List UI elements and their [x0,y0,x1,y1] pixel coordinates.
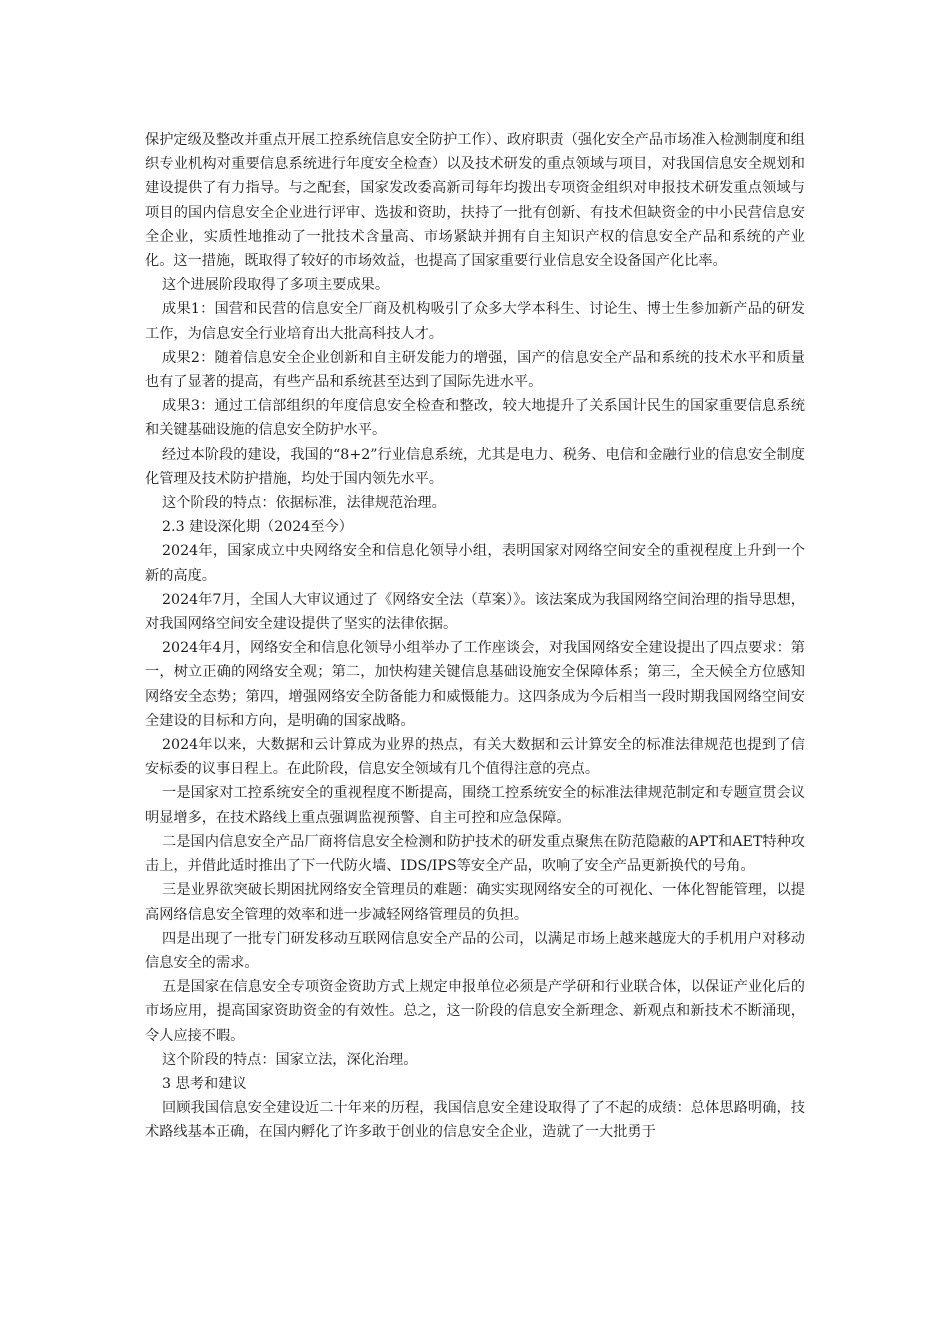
paragraph-highlight-5: 五是国家在信息安全专项资金资助方式上规定申报单位必须是产学研和行业联合体，以保证产业化后的市场应用，提高国家资助资金的有效性。总之，这一阶段的信息安全新理念、新观点和新技术不断涌现，令人应接不暇。 [145,979,805,1044]
paragraph-stage-feature: 这个阶段的特点：依据标准，法律规范治理。 [162,495,446,512]
document-body [145,128,805,1145]
section-heading-3: 3 思考和建议 [162,1075,247,1092]
paragraph-stage-feature-2: 这个阶段的特点：国家立法，深化治理。 [162,1051,418,1068]
paragraph-highlight-4: 四是出现了一批专门研发移动互联网信息安全产品的公司，以满足市场上越来越庞大的手机用户对移动信息安全的需求。 [145,930,805,971]
section-heading-2-3: 2.3 建设深化期（2024至今） [162,519,353,536]
paragraph-highlight-1: 一是国家对工控系统安全的重视程度不断提高，围绕工控系统安全的标准法律规范制定和专题宣贯会议明显增多，在技术路线上重点强调监视预警、自主可控和应急保障。 [145,785,805,826]
paragraph-highlight-3: 三是业界欲突破长期困扰网络安全管理员的难题：确实实现网络安全的可视化、一体化智能管理，以提高网络信息安全管理的效率和进一步减轻网络管理员的负担。 [145,882,805,923]
paragraph-review: 回顾我国信息安全建设近二十年来的历程，我国信息安全建设取得了了不起的成绩：总体思路明确，技术路线基本正确，在国内孵化了许多敢于创业的信息安全企业，造就了一大批勇于 [145,1100,805,1141]
paragraph-2024-group: 2024年，国家成立中央网络安全和信息化领导小组，表明国家对网络空间安全的重视程度上升到一个新的高度。 [145,543,805,584]
paragraph-stage-result: 经过本阶段的建设，我国的“8+2”行业信息系统，尤其是电力、税务、电信和金融行业的信息安全制度化管理及技术防护措施，均处于国内领先水平。 [145,446,805,487]
paragraph-achievement-2: 成果2：随着信息安全企业创新和自主研发能力的增强，国产的信息安全产品和系统的技术水平和质量也有了显著的提高，有些产品和系统甚至达到了国际先进水平。 [145,349,805,391]
paragraph-2024-july: 2024年7月，全国人大审议通过了《网络安全法（草案）》。该法案成为我国网络空间治理的指导思想，对我国网络空间安全建设提供了坚实的法律依据。 [145,591,805,633]
paragraph-achievement-3: 成果3：通过工信部组织的年度信息安全检查和整改，较大地提升了关系国计民生的国家重要信息系统和关键基础设施的信息安全防护水平。 [145,398,805,439]
paragraph-2024-april: 2024年4月，网络安全和信息化领导小组举办了工作座谈会，对我国网络安全建设提出了四点要求：第一，树立正确的网络安全观；第二，加快构建关键信息基础设施安全保障体系；第三，全天候全方位感知网络安全态势；第四，增强网络安全防备能力和威慑能力。这四条成为今后相当一段时期我国网络空间安全建设的目标和方向，是明确的国家战略。 [145,640,805,729]
paragraph-big-data: 2024年以来，大数据和云计算成为业界的热点，有关大数据和云计算安全的标准法律规范也提到了信安标委的议事日程上。在此阶段，信息安全领域有几个值得注意的亮点。 [145,737,805,778]
paragraph-continuation: 保护定级及整改并重点开展工控系统信息安全防护工作）、政府职责（强化安全产品市场准入检测制度和组织专业机构对重要信息系统进行年度安全检查）以及技术研发的重点领域与项目，对我国信息安全规划和建设提供了有力指导。与之配套，国家发改委高新司每年均拨出专项资金组织对申报技术研发重点领域与项目的国内信息安全企业进行评审、选拔和资助，扶持了一批有创新、有技术但缺资金的中小民营信息安全企业，实质性地推动了一批技术含量高、市场紧缺并拥有自主知识产权的信息安全产品和系统的产业化。这一措施，既取得了较好的市场效益，也提高了国家重要行业信息安全设备国产化比率。 [145,132,805,270]
paragraph-highlight-2: 二是国内信息安全产品厂商将信息安全检测和防护技术的研发重点聚焦在防范隐蔽的APT和AET特种攻击上，并借此适时推出了下一代防火墙、IDS/IPS等安全产品，吹响了安全产品更新换代的号角。 [145,833,805,875]
paragraph-achievement-1: 成果1：国营和民营的信息安全厂商及机构吸引了众多大学本科生、讨论生、博士生参加新产品的研发工作，为信息安全行业培育出大批高科技人才。 [145,301,805,342]
paragraph-achievements-intro: 这个进展阶段取得了多项主要成果。 [162,277,390,294]
